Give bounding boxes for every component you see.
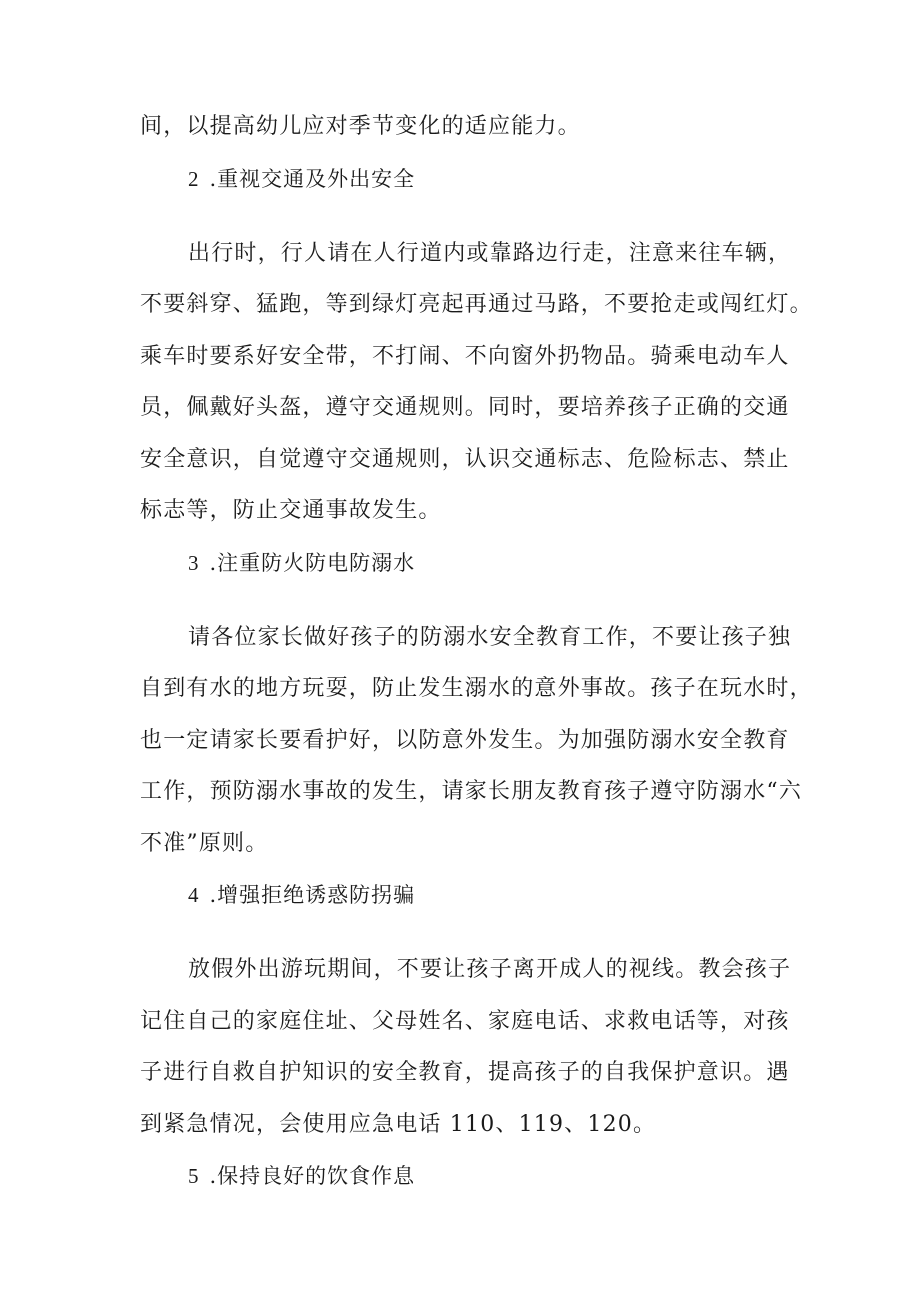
paragraph-line: 记住自己的家庭住址、父母姓名、家庭电话、求救电话等，对孩	[140, 1008, 790, 1034]
paragraph-line: 放假外出游玩期间，不要让孩子离开成人的视线。教会孩子	[188, 957, 792, 982]
paragraph-line: 乘车时要系好安全带，不打闹、不向窗外扔物品。骑乘电动车人	[140, 343, 790, 369]
paragraph-intro-tail	[140, 112, 785, 142]
section-heading-5	[140, 1161, 785, 1191]
paragraph-anti-abduction	[140, 955, 792, 1140]
section-number: 3	[188, 550, 200, 575]
section-title: .保持良好的饮食作息	[209, 1164, 416, 1188]
section-number: 5	[188, 1164, 200, 1188]
paragraph-line: 员，佩戴好头盔，遵守交通规则。同时，要培养孩子正确的交通	[140, 395, 790, 420]
section-heading-4	[140, 880, 785, 910]
section-title: .注重防火防电防溺水	[209, 550, 416, 575]
section-heading-2	[140, 164, 785, 194]
section-title: .增强拒绝诱惑防拐骗	[209, 883, 416, 907]
paragraph-line: 安全意识，自觉遵守交通规则，认识交通标志、危险标志、禁止	[140, 446, 790, 472]
paragraph-line: 间，以提高幼儿应对季节变化的适应能力。	[140, 114, 581, 139]
paragraph-line: 出行时，行人请在人行道内或靠路边行走，注意来往车辆，	[188, 240, 792, 266]
paragraph-traffic-safety	[140, 239, 813, 527]
section-number: 2	[188, 166, 200, 191]
paragraph-line: 自到有水的地方玩耍，防止发生溺水的意外事故。孩子在玩水时，	[140, 676, 813, 701]
section-title: .重视交通及外出安全	[209, 166, 416, 191]
section-heading-3	[140, 548, 785, 578]
paragraph-line: 请各位家长做好孩子的防溺水安全教育工作，不要让孩子独	[188, 624, 792, 650]
paragraph-line: 也一定请家长要看护好，以防意外发生。为加强防溺水安全教育	[140, 727, 790, 753]
paragraph-line: 到紧急情况，会使用应急电话 110、119、120。	[140, 1111, 657, 1137]
document-body	[140, 112, 813, 1191]
paragraph-line: 不准”原则。	[140, 830, 269, 856]
paragraph-drowning-prevention	[140, 623, 813, 859]
section-number: 4	[188, 883, 200, 907]
paragraph-line: 标志等，防止交通事故发生。	[140, 498, 442, 523]
paragraph-line: 子进行自救自护知识的安全教育，提高孩子的自我保护意识。遇	[140, 1060, 790, 1085]
paragraph-line: 工作，预防溺水事故的发生，请家长朋友教育孩子遵守防溺水“六	[140, 779, 803, 804]
paragraph-line: 不要斜穿、猛跑，等到绿灯亮起再通过马路，不要抢走或闯红灯。	[140, 292, 813, 317]
